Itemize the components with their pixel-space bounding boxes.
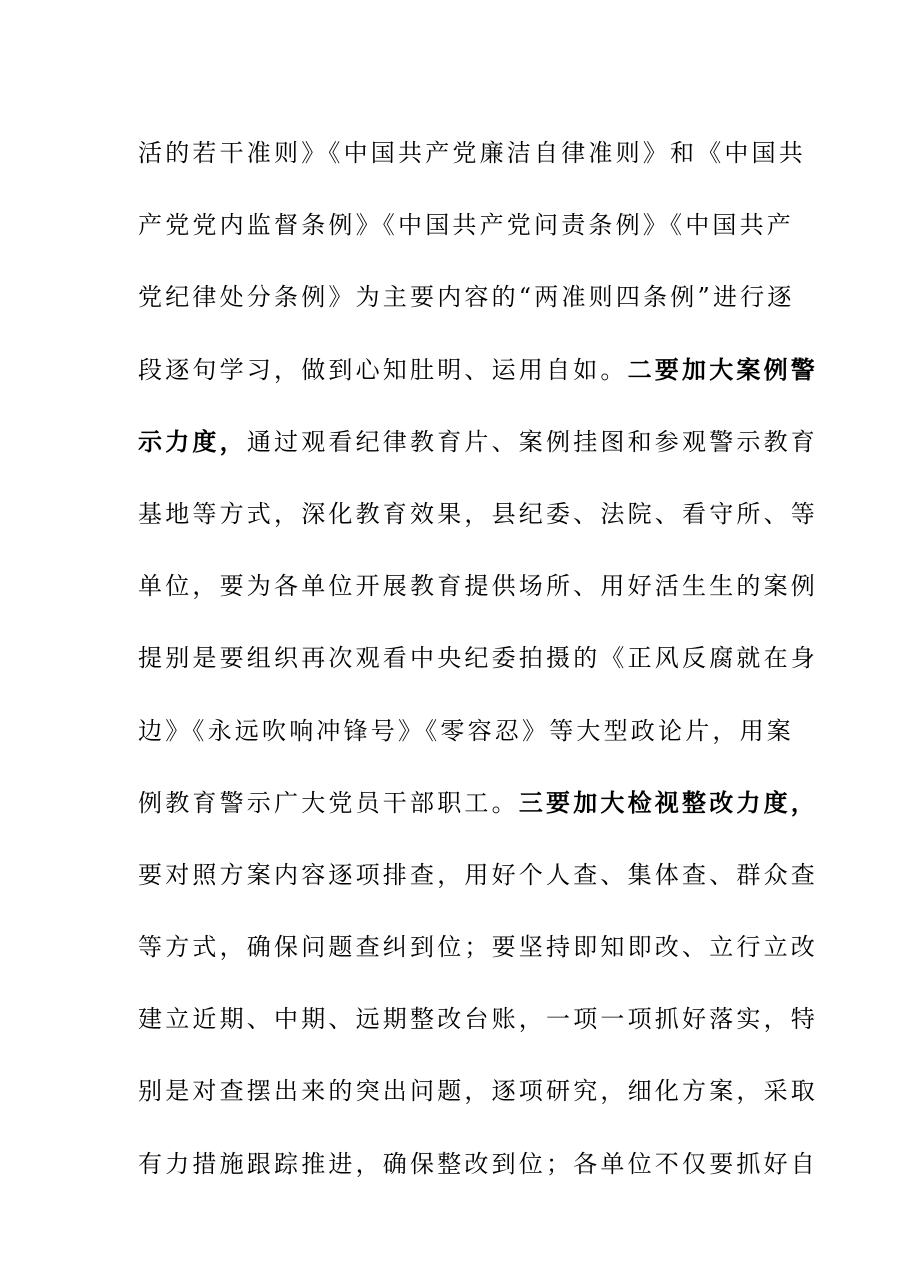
body-paragraph [138, 117, 819, 1200]
text-line [138, 334, 819, 406]
text-line [138, 189, 794, 261]
body-text-segment: 单位，要为各单位开展教育提供场所、用好活生生的案例 [138, 572, 818, 601]
text-line [138, 695, 794, 767]
body-text-segment: 基地等方式，深化教育效果，县纪委、法院、看守所、等 [138, 499, 818, 528]
body-text-segment: 提别是要组织再次观看中央纪委拍摄的《正风反腐就在身 [138, 644, 818, 673]
text-line [138, 1055, 818, 1127]
body-text-segment: 别是对查摆出来的突出问题，逐项研究，细化方案，采取 [138, 1077, 818, 1106]
text-line [138, 911, 818, 983]
body-text-segment: 建立近期、中期、远期整改台账，一项一项抓好落实，特 [138, 1005, 818, 1034]
body-text-segment: 要对照方案内容逐项排查，用好个人查、集体查、群众查 [138, 860, 818, 889]
text-line [138, 406, 819, 478]
text-line [138, 550, 818, 622]
body-text-segment: 段逐句学习，做到心知肚明、运用自如。 [138, 355, 628, 384]
text-line [138, 1128, 818, 1200]
text-line [138, 839, 818, 911]
text-line [138, 478, 818, 550]
text-line [138, 767, 819, 839]
body-text-segment: 例教育警示广大党员干部职工。 [138, 788, 519, 817]
body-text-segment: 活的若干准则》《中国共产党廉洁自律准则》和《中国共 [138, 139, 806, 167]
body-text-segment: 产党党内监督条例》《中国共产党问责条例》《中国共产 [138, 211, 794, 240]
text-line [138, 261, 795, 333]
text-line [138, 117, 806, 189]
bold-heading-text: 示力度， [138, 427, 247, 456]
body-text-segment: 有力措施跟踪推进，确保整改到位；各单位不仅要抓好自 [138, 1149, 818, 1178]
bold-heading-text: 二要加大案例警 [627, 355, 819, 384]
body-text-segment: 边》《永远吹响冲锋号》《零容忍》等大型政论片，用案 [138, 716, 794, 745]
text-line [138, 622, 818, 694]
body-text-segment: 党纪律处分条例》为主要内容的“两准则四条例”进行逐 [138, 283, 795, 312]
body-text-segment: 等方式，确保问题查纠到位；要坚持即知即改、立行立改 [138, 933, 818, 962]
text-line [138, 983, 818, 1055]
bold-heading-text: 三要加大检视整改力度， [518, 788, 819, 817]
body-text-segment: 通过观看纪律教育片、案例挂图和参观警示教育 [246, 427, 819, 456]
